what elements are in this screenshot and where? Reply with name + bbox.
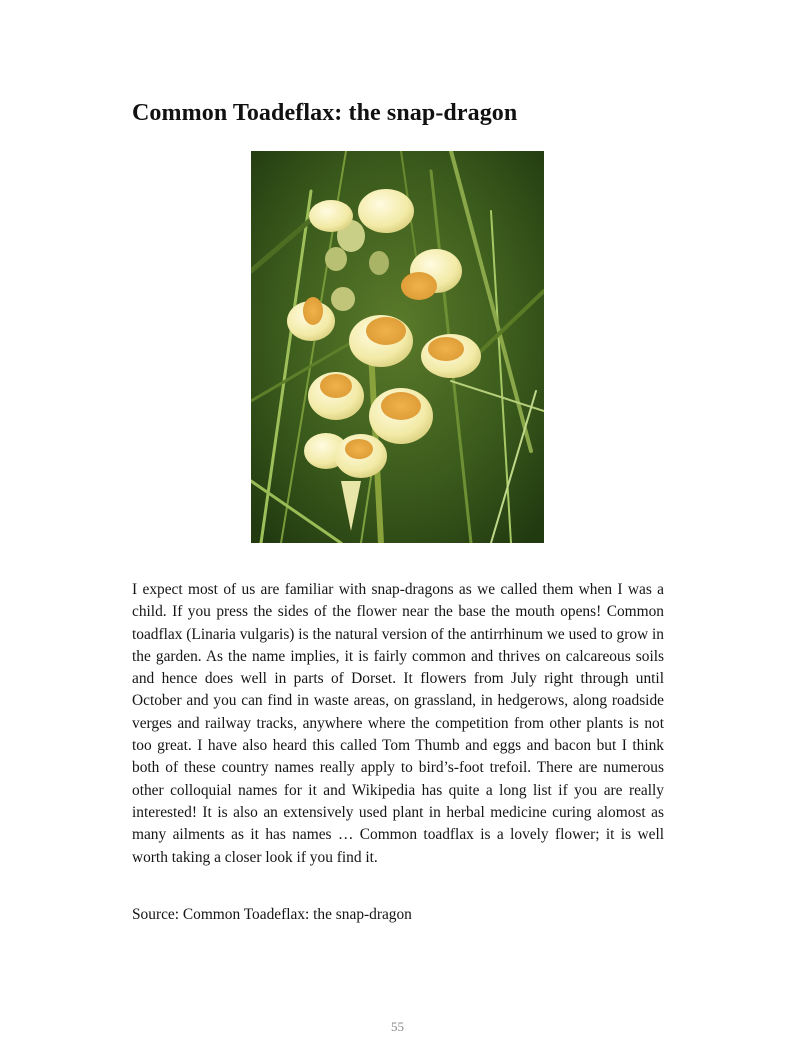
page-number: 55 bbox=[391, 1019, 404, 1034]
body-paragraph: I expect most of us are familiar with snap-dragons as we called them when I was a child. If you press the sides of the flower near the base the mouth opens! Common toadflax (Linaria vulgaris) is the natural version of the antirrhinum we used to grow in the garden. As the name implies, it is fairly common and thrives on calcareous soils and hence does well in parts of Dorset. It flowers from July right through until October and you can find in waste areas, on grassland, in hedgerows, along roadside verges and railway tracks, anywhere where the competition from other plants is not too great. I have also heard this called Tom Thumb and eggs and bacon but I think both of these country names really apply to bird’s-foot trefoil. There are numerous other colloquial names for it and Wikipedia has quite a long list if you are really interested! It is also an extensively used plant in herbal medicine curing alomost as many ailments as it has names … Common toadflax is a lovely flower; it is well worth taking a closer look if you find it. bbox=[132, 581, 664, 866]
source-line: Source: Common Toadeflax: the snap-dragon bbox=[132, 906, 412, 923]
toadflax-photo bbox=[251, 151, 544, 543]
page-title: Common Toadeflax: the snap-dragon bbox=[132, 100, 518, 126]
